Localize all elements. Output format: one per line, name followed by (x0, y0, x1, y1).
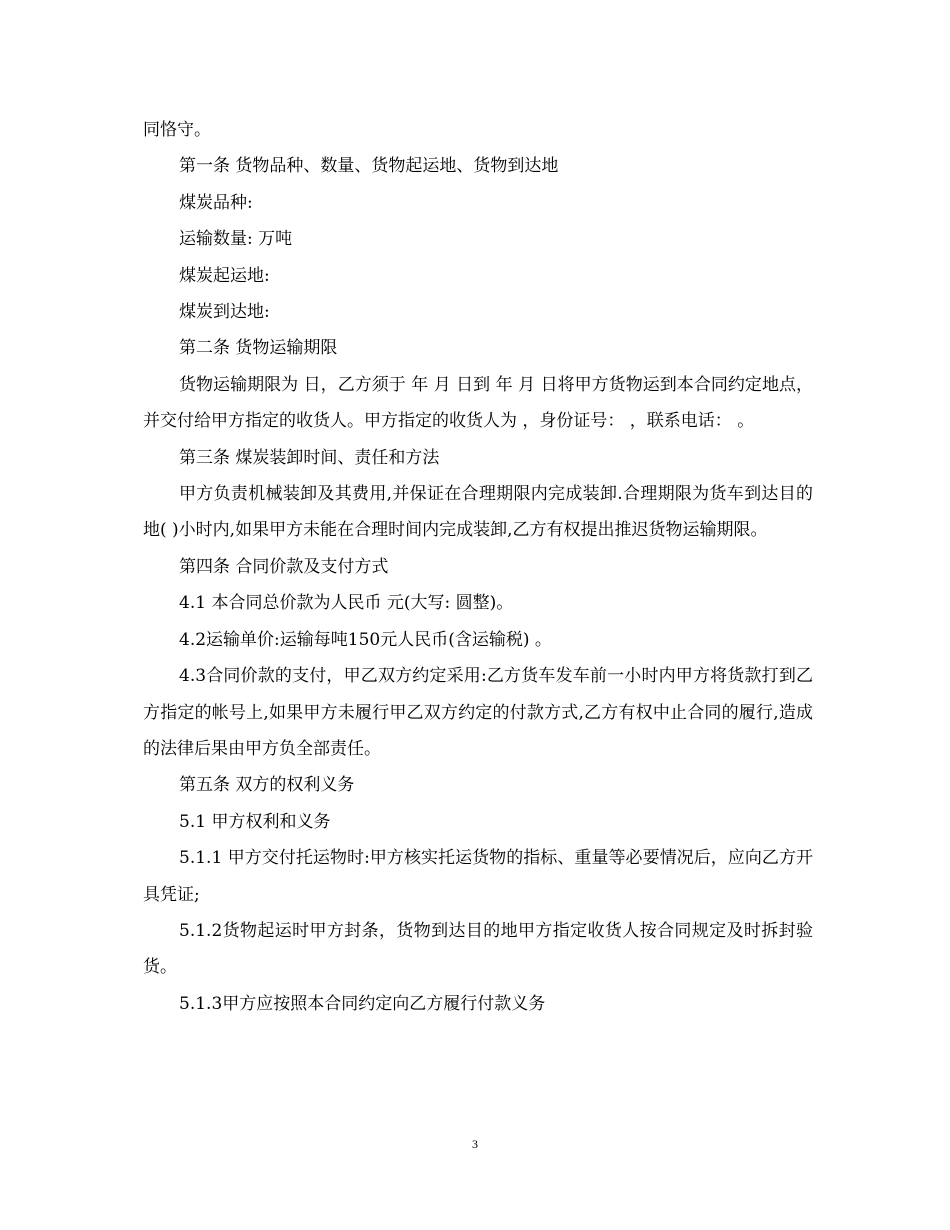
paragraph: 货物运输期限为 日，乙方须于 年 月 日到 年 月 日将甲方货物运到本合同约定地点，并交付给甲方指定的收货人。甲方指定的收货人为 ，身份证号： ，联系电话： 。 (143, 374, 813, 432)
clause-5-1: 5.1 甲方权利和义务 (179, 811, 331, 832)
article-3-heading: 第三条 煤炭装卸时间、责任和方法 (179, 447, 440, 468)
clause-5-1-2: 5.1.2货物起运时甲方封条，货物到达目的地甲方指定收货人按合同规定及时拆封验货。 (143, 920, 813, 978)
clause-5-1-3: 5.1.3甲方应按照本合同约定向乙方履行付款义务 (179, 993, 546, 1014)
coal-origin-field: 煤炭起运地: (179, 265, 270, 286)
article-1-heading: 第一条 货物品种、数量、货物起运地、货物到达地 (179, 156, 559, 177)
article-4-heading: 第四条 合同价款及支付方式 (179, 556, 389, 577)
page-number: 3 (472, 1137, 478, 1151)
transport-quantity-field: 运输数量: 万吨 (179, 229, 293, 250)
paragraph: 同恪守。 (143, 120, 211, 140)
article-5-heading: 第五条 双方的权利义务 (179, 775, 355, 796)
document-body (143, 112, 813, 1022)
paragraph: 甲方负责机械装卸及其费用,并保证在合理期限内完成装卸.合理期限为货车到达目的地( )小时内,如果甲方未能在合理时间内完成装卸,乙方有权提出推迟货物运输期限。 (143, 484, 813, 541)
coal-destination-field: 煤炭到达地: (179, 302, 270, 323)
clause-4-3: 4.3合同价款的支付，甲乙双方约定采用:乙方货车发车前一小时内甲方将货款打到乙方指定的帐号上,如果甲方未履行甲乙双方约定的付款方式,乙方有权中止合同的履行,造成的法律后果由甲方负全部责任。 (143, 666, 813, 759)
article-2-heading: 第二条 货物运输期限 (179, 338, 338, 359)
clause-5-1-1: 5.1.1 甲方交付托运物时:甲方核实托运货物的指标、重量等必要情况后，应向乙方开具凭证; (143, 848, 813, 905)
coal-type-field: 煤炭品种: (179, 192, 253, 213)
clause-4-2: 4.2运输单价:运输每吨150元人民币(含运输税) 。 (179, 629, 552, 650)
clause-4-1: 4.1 本合同总价款为人民币 元(大写: 圆整)。 (179, 593, 514, 614)
